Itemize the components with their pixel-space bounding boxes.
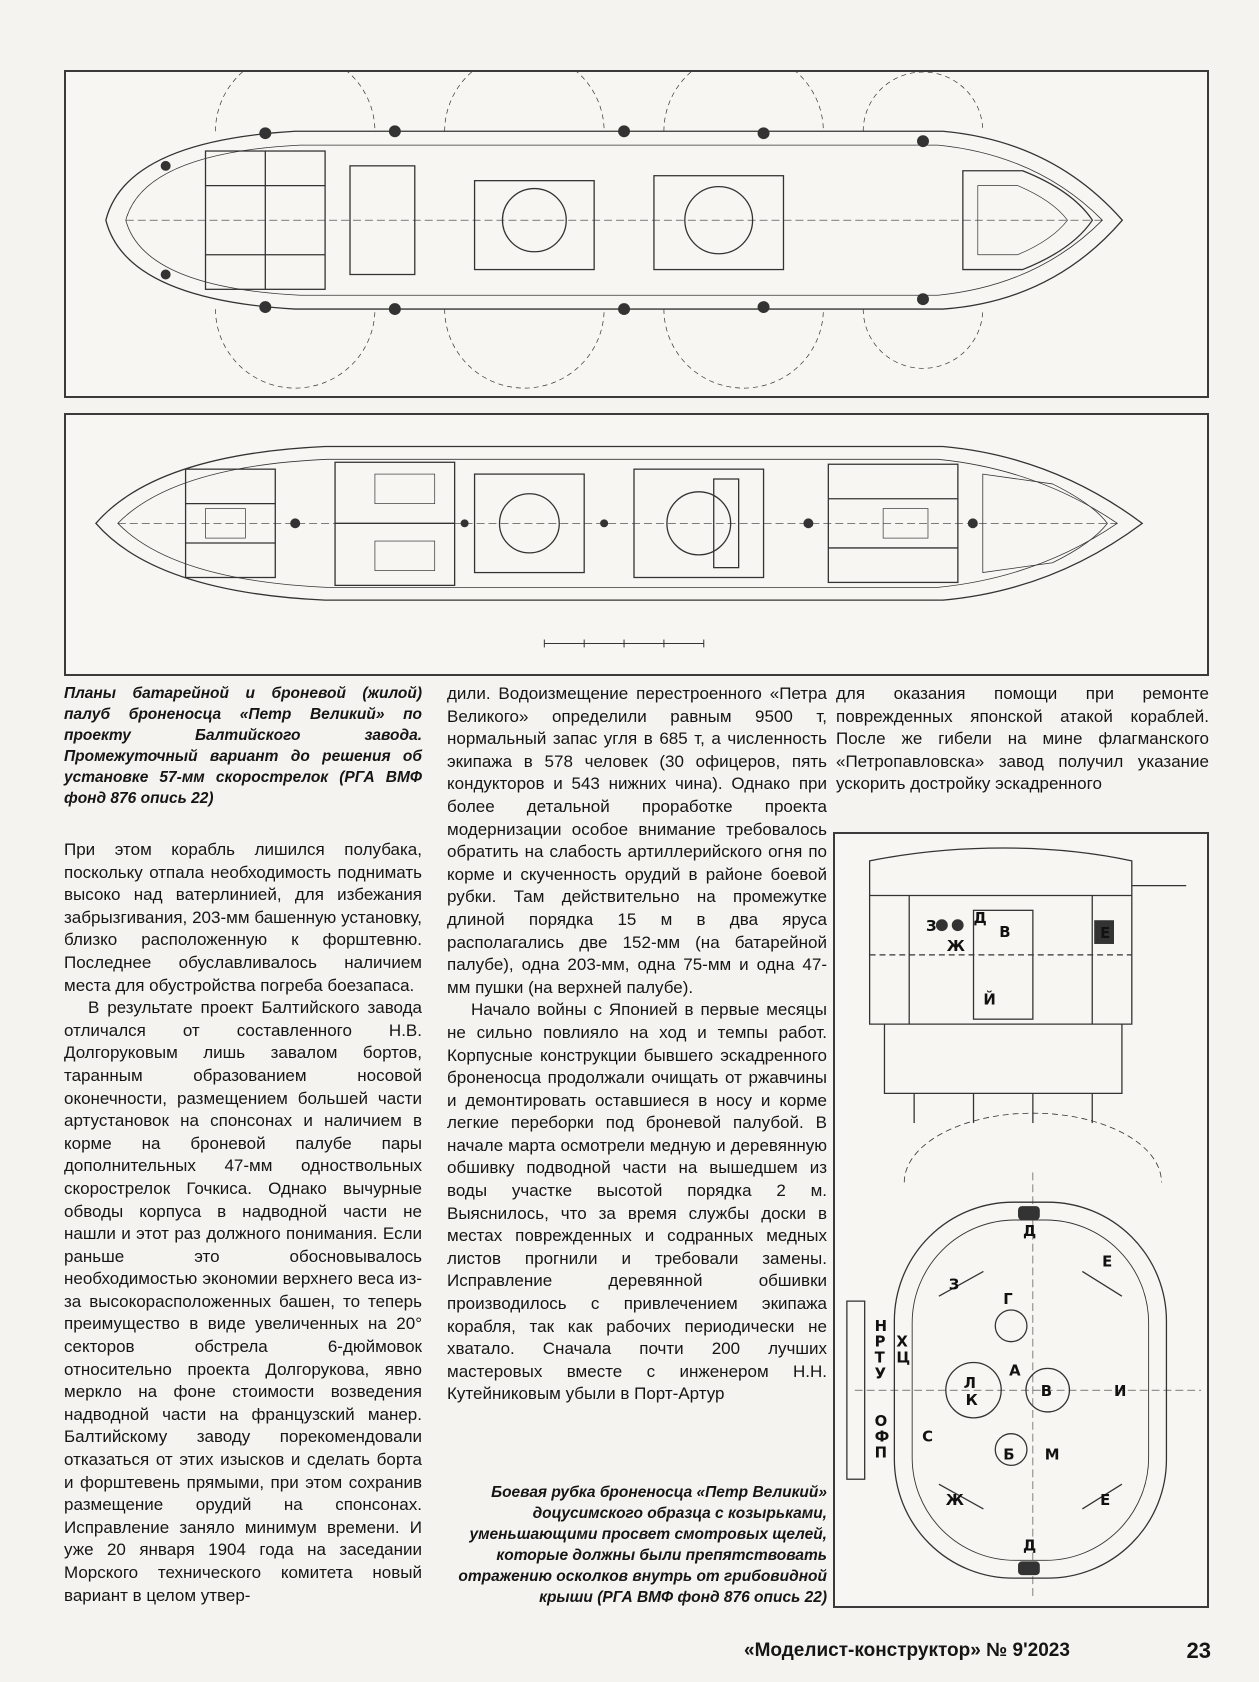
conning-tower-svg xyxy=(835,834,1207,1606)
label-s: С xyxy=(922,1428,933,1446)
label-v: В xyxy=(999,924,1011,942)
label-ts: Ц xyxy=(896,1349,911,1367)
label-y: Й xyxy=(983,991,996,1009)
conning-tower-caption: Боевая рубка броненосца «Петр Великий» доцусимского образца с козырьками, уменьшающими просвет смотровых щелей, которые должны были препятствовать отражению осколков внутрь от грибовидной крыши (РГА ВМФ фонд 876 опись 22) xyxy=(458,1484,827,1606)
column-1 xyxy=(64,683,422,1607)
column-3 xyxy=(836,683,1209,796)
battery-deck-drawing xyxy=(66,72,1207,396)
article-paragraph: для оказания помощи при ремонте поврежденных японской атакой кораблей. После же гибели на мине флагманского «Петропавловска» завод получил указание ускорить достройку эскадренного xyxy=(836,684,1209,794)
plans-caption: Планы батарейной и броневой (жилой) палуб броненосца «Петр Великий» по проекту Балтийского завода. Промежуточный вариант до решения об установке 57-мм скорострелок (РГА ВМФ фонд 876 опись 22) xyxy=(64,685,422,807)
label-i: И xyxy=(1114,1383,1127,1401)
label-k: К xyxy=(965,1392,978,1410)
magazine-title: «Моделист-конструктор» № 9'2023 xyxy=(744,1640,1070,1661)
label-zh-top: Ж xyxy=(945,1491,964,1509)
conning-tower-drawing xyxy=(833,832,1209,1608)
label-h: Х xyxy=(896,1333,908,1351)
label-z-top: З xyxy=(948,1276,960,1294)
label-d: Д xyxy=(973,910,987,928)
label-p: П xyxy=(874,1444,887,1462)
armored-deck-drawing xyxy=(66,415,1207,674)
armored-deck-plan xyxy=(64,413,1209,676)
label-n: Н xyxy=(874,1317,887,1335)
label-b: Б xyxy=(1003,1446,1015,1464)
label-zh: Ж xyxy=(946,937,965,955)
article-paragraph: дили. Водоизмещение перестроенного «Петра Великого» определили равным 9500 т, нормальный запас угля в 685 т, а численность экипажа в 578 человек (30 офицеров, пять кондукторов и 543 нижних чина). Однако при более детальной проработке проекта модернизации особое внимание требовалось обратить на слабость артиллерийского огня по корме и скученность орудий в районе боевой рубки. Там действительно на промежутке длиной порядка 15 м в два яруса располагались две 152-мм (на батарейной палубе), одна 203-мм, одна 75-мм и одна 47-мм пушки (на верхней палубе). xyxy=(447,684,827,997)
label-z: З xyxy=(926,918,937,936)
label-g: Г xyxy=(1003,1291,1013,1309)
label-e-bottom: Е xyxy=(1100,1491,1111,1509)
label-e: Е xyxy=(1100,925,1111,943)
label-m: М xyxy=(1044,1446,1060,1464)
article-paragraph: В результате проект Балтийского завода отличался от составленного Н.В. Долгоруковым лишь завалом бортов, таранным образованием носовой оконечности, размещением большей части артустановок на спонсонах и наличием в корме на броневой палубе пары дополнительных 47-мм одноствольных скорострелок Гочкиса. Однако вычурные обводы корпуса в надводной части не нашли и этот раз должного понимания. Если раньше это обосновывалось необходимостью экономии верхнего веса из-за высокорасположенных башен, то теперь преимущество в виде увеличенных на 20° секторов обстрела 6-дюймовок относительно проекта Долгорукова, явно меркло на фоне стоимости возведения надводной части на французский манер. Балтийскому заводу порекомендовали отказаться от этих изысков и сделать борта и форштевень прямыми, при этом сохранив размещение орудий на спонсонах. Исправление заняло минимум времени. И уже 20 января 1904 года на заседании Морского технического комитета новый вариант в целом утвер- xyxy=(64,998,422,1605)
label-e-top: Е xyxy=(1102,1253,1113,1271)
label-u: У xyxy=(874,1365,887,1383)
label-l: Л xyxy=(963,1375,976,1393)
label-o: О xyxy=(874,1412,888,1430)
label-t: Т xyxy=(874,1349,885,1367)
article-paragraph: При этом корабль лишился полубака, поскольку отпала необходимость поднимать высоко над ватерлинией, для избежания забрызгивания, 203-мм башенную установку, близко расположенную к форштевню. Последнее обуславливалось наличием места для обустройства погреба боезапаса. xyxy=(64,840,422,995)
page-number: 23 xyxy=(1186,1638,1211,1663)
label-f: Ф xyxy=(874,1428,890,1446)
label-a: А xyxy=(1009,1362,1021,1380)
label-d-top: Д xyxy=(1022,1222,1037,1240)
label-d-bottom: Д xyxy=(1022,1537,1037,1555)
column-2 xyxy=(447,683,827,1406)
article-paragraph: Начало войны с Японией в первые месяцы не сильно повлияло на ход и темпы работ. Корпусные конструкции бывшего эскадренного броненосца продолжали очищать от ржавчины и демонтировать оставшиеся в носу и корме легкие переборки под броневой палубой. В начале марта осмотрели медную и деревянную обшивку подводной части на вышедшем из воды участке высотой порядка 2 м. Выяснилось, что за время службы доски в местах поврежденных и содранных медных листов прогнили и требовали замены. Исправление деревянной обшивки производилось с привлечением экипажа корабля, так как рабочих периодически не хватало. Сначала почти 200 лучших мастеровых вместе с инженером Н.Н. Кутейниковым убыли в Порт-Артур xyxy=(447,1000,827,1404)
label-r: Р xyxy=(874,1333,886,1351)
battery-deck-plan xyxy=(64,70,1209,398)
label-v-top: В xyxy=(1040,1383,1053,1401)
